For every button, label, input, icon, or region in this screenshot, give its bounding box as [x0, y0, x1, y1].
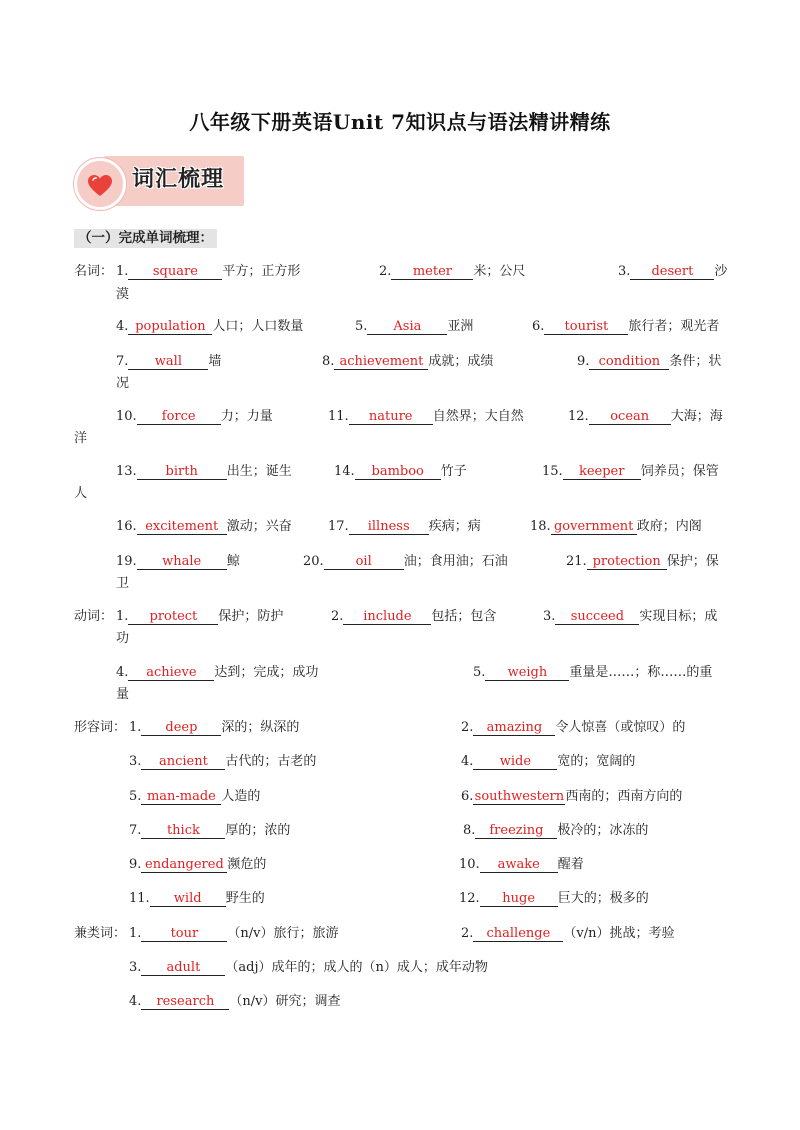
category-label-multi-class: 兼类词： [74, 926, 127, 941]
entry-number: 1. [116, 609, 129, 624]
answer-blank[interactable] [473, 754, 557, 770]
answer-text: whale [162, 554, 202, 569]
answer-text: include [363, 609, 412, 624]
answer-text: keeper [578, 464, 625, 479]
vocab-entry [461, 751, 635, 772]
entry-number: 5. [473, 665, 486, 680]
vocab-entry [530, 516, 702, 537]
answer-text: endangered [145, 857, 224, 872]
section-icon-badge [74, 158, 126, 210]
answer-blank[interactable] [475, 823, 557, 839]
entry-number: 10. [116, 409, 137, 424]
answer-blank[interactable] [630, 264, 714, 280]
entry-meaning: 成就；成绩 [428, 354, 494, 369]
answer-text: awake [497, 857, 540, 872]
entry-number: 3. [543, 609, 556, 624]
answer-text: wild [173, 891, 202, 906]
entry-meaning: 亚洲 [447, 319, 474, 334]
entry-meaning: 保护；保 [666, 554, 719, 569]
vocab-entry [129, 957, 488, 978]
category-label-adjective: 形容词： [74, 720, 127, 735]
answer-text: ancient [158, 754, 208, 769]
vocab-entry [116, 406, 273, 427]
answer-text: oil [355, 554, 372, 569]
vocab-entry [116, 261, 300, 282]
entry-number: 5. [129, 789, 142, 804]
entry-number: 9. [129, 857, 142, 872]
vocab-entry [543, 606, 717, 627]
answer-blank[interactable] [141, 754, 225, 770]
vocab-entry [322, 351, 493, 372]
answer-text: research [156, 994, 215, 1009]
answer-text: excitement [145, 519, 219, 534]
vocab-entry [542, 461, 719, 482]
entry-number: 5. [355, 319, 368, 334]
entry-number: 8. [322, 354, 335, 369]
vocab-entry [461, 786, 682, 807]
vocab-entry [461, 923, 675, 944]
entry-meaning: （adj）成年的；成人的（n）成人；成年动物 [225, 960, 488, 975]
answer-text: condition [598, 354, 661, 369]
entry-meaning: 宽的；宽阔的 [557, 754, 636, 769]
heart-icon [87, 174, 113, 198]
answer-blank[interactable] [128, 665, 214, 681]
entry-meaning: （n/v）研究；调查 [229, 994, 341, 1009]
category-label-noun: 名词： [74, 264, 114, 279]
vocab-entry [355, 316, 473, 337]
vocab-entry [328, 516, 481, 537]
entry-number: 19. [116, 554, 137, 569]
entry-meaning-continued: 功 [116, 631, 130, 646]
answer-text: illness [367, 519, 410, 534]
vocab-entry [303, 551, 508, 572]
entry-number: 1. [129, 720, 142, 735]
entry-meaning: 西南的；西南方向的 [565, 789, 683, 804]
entry-number: 2. [379, 264, 392, 279]
vocab-entry [618, 261, 727, 282]
entry-number: 11. [129, 891, 150, 906]
entry-number: 9. [577, 354, 590, 369]
answer-text: adult [166, 960, 201, 975]
answer-blank[interactable] [141, 994, 229, 1010]
answer-blank[interactable] [141, 789, 221, 805]
entry-meaning: 墙 [208, 354, 222, 369]
entry-meaning: 包括；包含 [431, 609, 497, 624]
entry-meaning: 政府；内阁 [636, 519, 702, 534]
answer-blank[interactable] [367, 319, 447, 335]
entry-meaning: 极冷的；冰冻的 [557, 823, 649, 838]
answer-blank[interactable] [141, 960, 225, 976]
entry-number: 4. [116, 319, 129, 334]
entry-meaning: 平方；正方形 [222, 264, 301, 279]
answer-blank[interactable] [137, 554, 227, 570]
answer-text: tour [170, 926, 199, 941]
entry-number: 15. [542, 464, 563, 479]
answer-blank[interactable] [349, 409, 433, 425]
page-title: 八年级下册英语Unit 7知识点与语法精讲精练 [189, 110, 611, 134]
answer-text: protection [592, 554, 661, 569]
vocab-entry [473, 662, 712, 683]
vocab-entry [116, 551, 240, 572]
answer-text: achievement [339, 354, 424, 369]
answer-blank[interactable] [480, 857, 558, 873]
entry-meaning: 疾病；病 [428, 519, 481, 534]
vocab-entry [568, 406, 723, 427]
entry-meaning: 饲养员；保管 [640, 464, 719, 479]
entry-number: 6. [461, 789, 474, 804]
answer-text: southwestern [474, 789, 565, 804]
answer-blank[interactable] [141, 720, 221, 736]
entry-number: 3. [129, 754, 142, 769]
answer-text: amazing [486, 720, 543, 735]
entry-meaning: 条件；状 [669, 354, 722, 369]
entry-meaning: 野生的 [225, 891, 265, 906]
answer-text: challenge [486, 926, 551, 941]
answer-blank[interactable] [391, 264, 473, 280]
entry-meaning: 令人惊喜（或惊叹）的 [555, 720, 686, 735]
entry-meaning: 深的；纵深的 [221, 720, 300, 735]
answer-blank[interactable] [150, 891, 226, 907]
answer-blank[interactable] [473, 720, 555, 736]
vocab-entry [459, 854, 584, 875]
section-heading: 词汇梳理 [132, 167, 225, 192]
answer-text: huge [502, 891, 536, 906]
entry-number: 1. [129, 926, 142, 941]
answer-text: achieve [146, 665, 197, 680]
answer-blank[interactable] [137, 519, 227, 535]
entry-meaning: 激动；兴奋 [226, 519, 292, 534]
entry-number: 12. [568, 409, 589, 424]
vocab-entry [129, 820, 290, 841]
entry-meaning: 沙 [714, 264, 728, 279]
entry-number: 21. [566, 554, 587, 569]
entry-number: 12. [459, 891, 480, 906]
answer-blank[interactable] [137, 409, 221, 425]
entry-meaning-continued: 人 [74, 486, 88, 501]
answer-text: wide [499, 754, 532, 769]
entry-number: 20. [303, 554, 324, 569]
entry-number: 1. [116, 264, 129, 279]
vocab-entry [129, 786, 260, 807]
entry-meaning: 出生；诞生 [226, 464, 292, 479]
entry-meaning: （v/n）挑战；考验 [563, 926, 675, 941]
vocab-entry [129, 991, 341, 1012]
answer-text: thick [166, 823, 200, 838]
answer-blank[interactable] [128, 264, 222, 280]
vocab-entry [334, 461, 467, 482]
answer-blank[interactable] [128, 354, 208, 370]
vocab-entry [379, 261, 525, 282]
entry-meaning: 巨大的；极多的 [557, 891, 649, 906]
entry-number: 2. [461, 926, 474, 941]
answer-blank[interactable] [480, 891, 558, 907]
answer-blank[interactable] [551, 519, 637, 535]
entry-meaning: （n/v）旅行；旅游 [227, 926, 339, 941]
answer-blank[interactable] [355, 464, 441, 480]
entry-meaning: 人造的 [221, 789, 261, 804]
vocab-entry [116, 461, 292, 482]
answer-text: nature [368, 409, 413, 424]
subsection-heading: （一）完成单词梳理： [74, 229, 217, 248]
vocab-entry [129, 717, 299, 738]
vocab-entry [532, 316, 719, 337]
answer-text: government [553, 519, 634, 534]
entry-meaning: 重量是……；称……的重 [569, 665, 713, 680]
vocab-entry [129, 854, 266, 875]
answer-blank[interactable] [128, 319, 212, 335]
answer-blank[interactable] [589, 409, 671, 425]
section-header [74, 156, 244, 208]
category-label-verb: 动词： [74, 609, 114, 624]
answer-text: population [135, 319, 206, 334]
entry-meaning-continued: 卫 [116, 576, 130, 591]
vocab-entry [461, 717, 685, 738]
entry-number: 6. [532, 319, 545, 334]
entry-meaning: 达到；完成；成功 [214, 665, 319, 680]
entry-number: 2. [331, 609, 344, 624]
entry-number: 7. [129, 823, 142, 838]
entry-number: 7. [116, 354, 129, 369]
entry-number: 4. [461, 754, 474, 769]
answer-text: force [161, 409, 196, 424]
answer-blank[interactable] [324, 554, 404, 570]
entry-meaning: 旅行者；观光者 [628, 319, 720, 334]
entry-number: 13. [116, 464, 137, 479]
entry-number: 8. [463, 823, 476, 838]
answer-blank[interactable] [128, 609, 218, 625]
answer-blank[interactable] [544, 319, 628, 335]
answer-text: desert [651, 264, 694, 279]
vocab-entry [459, 888, 649, 909]
entry-meaning: 人口；人口数量 [212, 319, 304, 334]
vocab-entry [116, 606, 283, 627]
vocab-entry [116, 662, 318, 683]
vocab-entry [566, 551, 719, 572]
answer-text: man-made [146, 789, 216, 804]
answer-blank[interactable] [349, 519, 429, 535]
entry-meaning: 自然界；大自然 [432, 409, 524, 424]
vocab-entry [331, 606, 496, 627]
answer-blank[interactable] [141, 926, 227, 942]
entry-meaning: 力；力量 [220, 409, 273, 424]
entry-number: 17. [328, 519, 349, 534]
answer-text: Asia [393, 319, 422, 334]
answer-text: succeed [570, 609, 625, 624]
entry-number: 11. [328, 409, 349, 424]
answer-blank[interactable] [334, 354, 428, 370]
vocab-entry [116, 516, 292, 537]
vocab-entry [116, 316, 303, 337]
answer-text: birth [165, 464, 198, 479]
answer-text: wall [154, 354, 182, 369]
entry-meaning: 濒危的 [227, 857, 267, 872]
entry-meaning-continued: 量 [116, 687, 130, 702]
vocab-entry [129, 888, 265, 909]
vocab-entry [328, 406, 524, 427]
vocab-entry [129, 923, 339, 944]
answer-blank[interactable] [137, 464, 227, 480]
answer-text: meter [412, 264, 452, 279]
answer-text: square [152, 264, 198, 279]
answer-blank[interactable] [587, 554, 667, 570]
entry-number: 14. [334, 464, 355, 479]
answer-blank[interactable] [563, 464, 641, 480]
answer-blank[interactable] [589, 354, 669, 370]
vocab-entry [463, 820, 648, 841]
entry-meaning: 竹子 [440, 464, 467, 479]
answer-blank[interactable] [555, 609, 639, 625]
entry-meaning-continued: 况 [116, 376, 130, 391]
entry-meaning: 醒着 [557, 857, 584, 872]
entry-meaning: 大海；海 [670, 409, 723, 424]
answer-blank[interactable] [141, 857, 227, 873]
entry-meaning: 油；食用油；石油 [403, 554, 508, 569]
answer-text: bamboo [371, 464, 424, 479]
answer-text: tourist [564, 319, 609, 334]
entry-number: 16. [116, 519, 137, 534]
answer-text: ocean [610, 409, 650, 424]
answer-blank[interactable] [473, 789, 565, 805]
entry-number: 2. [461, 720, 474, 735]
entry-meaning: 实现目标；成 [639, 609, 718, 624]
vocab-entry [577, 351, 721, 372]
vocab-entry [116, 351, 221, 372]
answer-text: freezing [489, 823, 544, 838]
entry-number: 3. [129, 960, 142, 975]
entry-number: 3. [618, 264, 631, 279]
answer-blank[interactable] [485, 665, 569, 681]
answer-text: protect [149, 609, 198, 624]
entry-meaning: 米；公尺 [473, 264, 526, 279]
answer-blank[interactable] [343, 609, 431, 625]
answer-text: weigh [507, 665, 548, 680]
answer-blank[interactable] [141, 823, 225, 839]
vocab-entry [129, 751, 316, 772]
entry-number: 4. [129, 994, 142, 1009]
entry-number: 18. [530, 519, 551, 534]
entry-meaning: 古代的；古老的 [225, 754, 317, 769]
entry-number: 10. [459, 857, 480, 872]
entry-meaning: 鲸 [226, 554, 240, 569]
answer-blank[interactable] [473, 926, 563, 942]
entry-meaning-continued: 洋 [74, 431, 88, 446]
entry-number: 4. [116, 665, 129, 680]
answer-text: deep [165, 720, 198, 735]
entry-meaning: 厚的；浓的 [225, 823, 291, 838]
entry-meaning: 保护；防护 [218, 609, 284, 624]
entry-meaning-continued: 漠 [116, 287, 130, 302]
